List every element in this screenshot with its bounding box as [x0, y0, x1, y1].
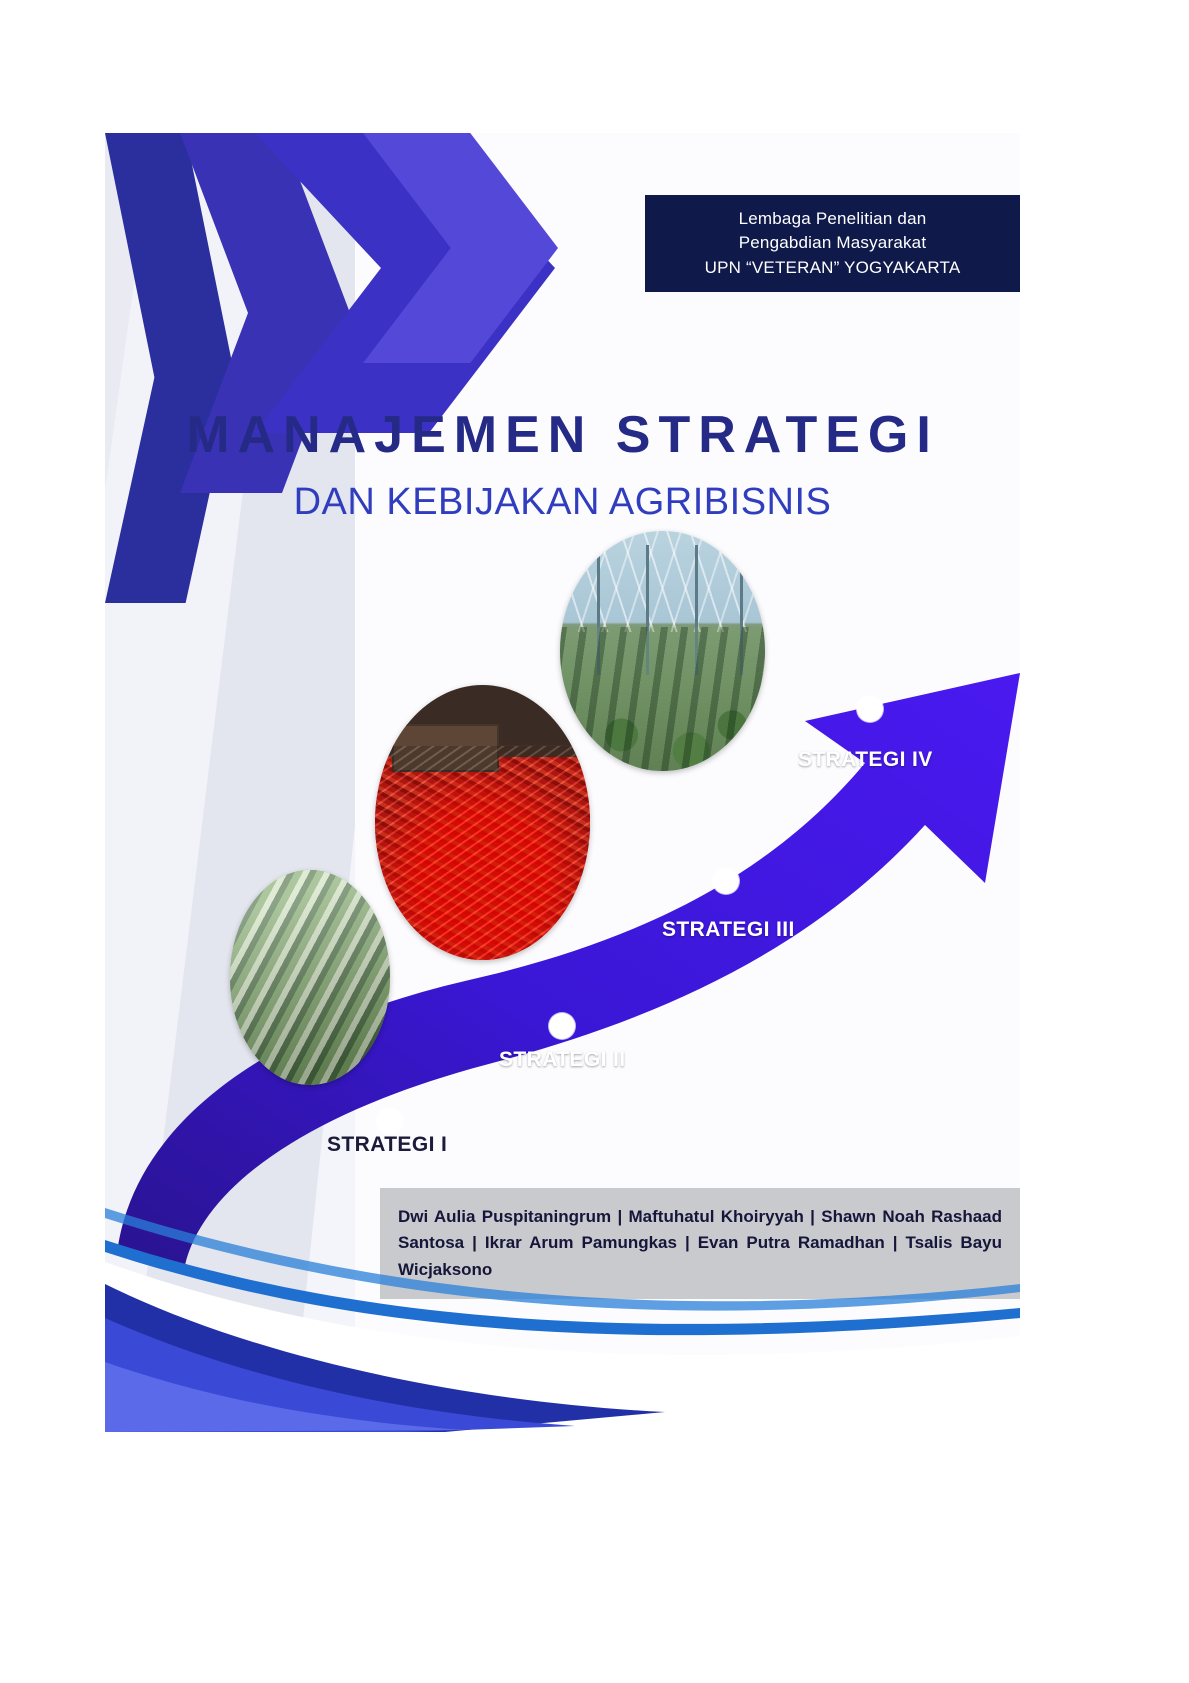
institution-line-3: UPN “VETERAN” YOGYAKARTA: [704, 257, 961, 277]
book-subtitle: DAN KEBIJAKAN AGRIBISNIS: [293, 481, 832, 523]
stage-dot-3: [713, 868, 739, 894]
stage-label-1: STRATEGI I: [327, 1133, 448, 1156]
stage-label-2: STRATEGI II: [499, 1048, 626, 1071]
book-cover: [105, 133, 1020, 1432]
greenhouse-photo: [560, 531, 765, 771]
institution-line-1: Lembaga Penelitian dan: [738, 208, 927, 228]
field-rows-photo-art: [230, 870, 390, 1085]
field-rows-photo: [230, 870, 390, 1085]
stage-dot-4: [857, 696, 883, 722]
chili-harvest-photo-art: [375, 685, 590, 960]
chili-harvest-photo: [375, 685, 590, 960]
stage-label-4: STRATEGI IV: [798, 748, 933, 771]
bottom-wave-decoration: [105, 1112, 1020, 1432]
stage-dot-2: [549, 1013, 575, 1039]
book-title: MANAJEMEN STRATEGI: [186, 406, 939, 464]
institution-line-2: Pengabdian Masyarakat: [738, 233, 927, 253]
wave-line-thin: [105, 1208, 1020, 1311]
authors-box: Dwi Aulia Puspitaningrum | Maftuhatul Khoiryyah | Shawn Noah Rashaad Santosa | Ikrar Arum Pamungkas | Evan Putra Ramadhan | Tsalis Bayu Wicjaksono: [380, 1188, 1020, 1299]
greenhouse-photo-art: [560, 531, 765, 771]
stage-label-3: STRATEGI III: [662, 918, 795, 941]
institution-box: [645, 195, 1020, 292]
